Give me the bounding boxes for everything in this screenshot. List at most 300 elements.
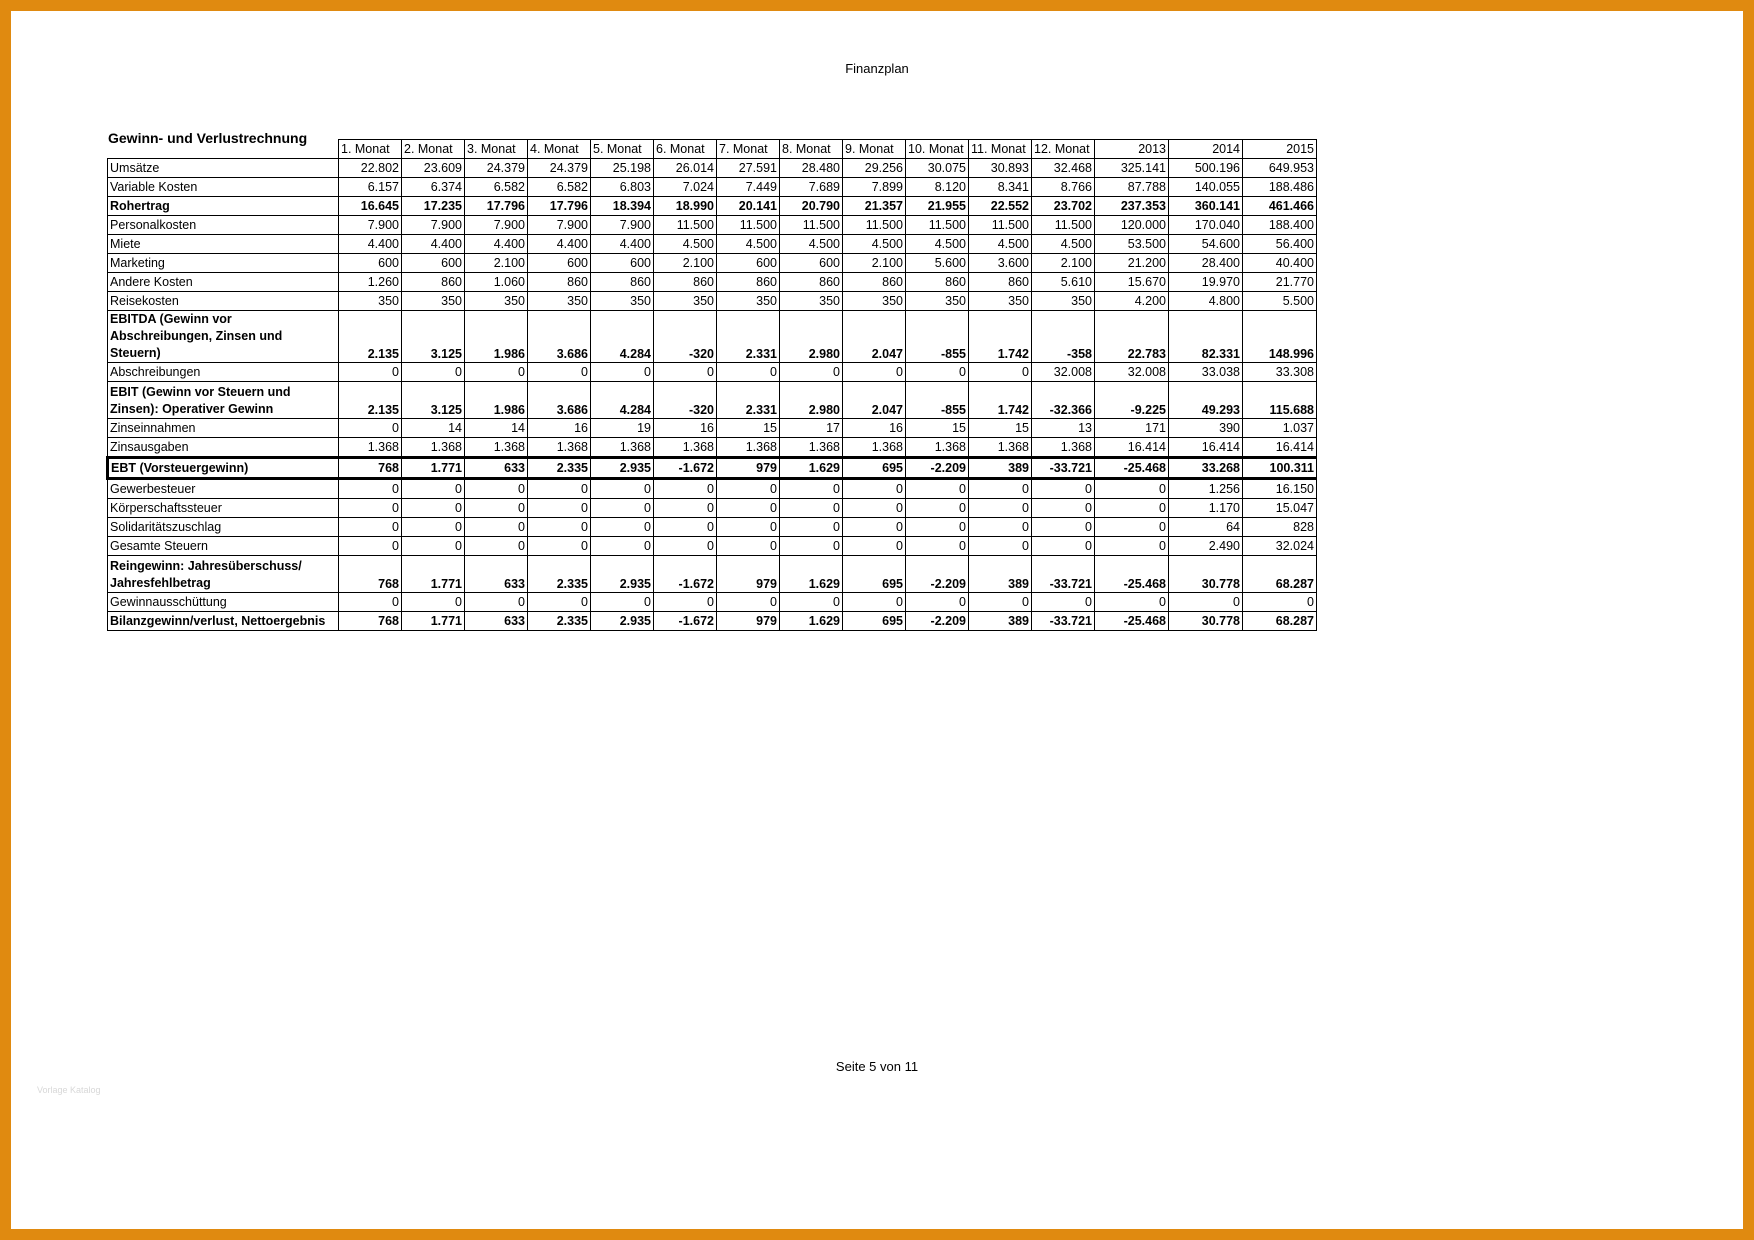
- page-header-title: Finanzplan: [845, 61, 909, 76]
- row-label: Zinseinnahmen: [108, 419, 339, 438]
- value-cell: 16.414: [1243, 438, 1317, 458]
- value-cell: 350: [717, 292, 780, 311]
- value-cell: 30.075: [906, 159, 969, 178]
- column-header: 2014: [1169, 140, 1243, 159]
- value-cell: 5.610: [1032, 273, 1095, 292]
- value-cell: 16: [528, 419, 591, 438]
- value-cell: 1.256: [1169, 479, 1243, 499]
- value-cell: 1.037: [1243, 419, 1317, 438]
- value-cell: 7.899: [843, 178, 906, 197]
- row-label: Reingewinn: Jahresüberschuss/ Jahresfehlbetrag: [108, 556, 339, 593]
- value-cell: 0: [402, 537, 465, 556]
- value-cell: 33.038: [1169, 363, 1243, 382]
- value-cell: 0: [969, 518, 1032, 537]
- value-cell: 860: [528, 273, 591, 292]
- value-cell: -855: [906, 311, 969, 363]
- value-cell: 8.341: [969, 178, 1032, 197]
- value-cell: 20.790: [780, 197, 843, 216]
- value-cell: 30.778: [1169, 556, 1243, 593]
- value-cell: 3.125: [402, 382, 465, 419]
- value-cell: -25.468: [1095, 556, 1169, 593]
- value-cell: 0: [717, 518, 780, 537]
- value-cell: 633: [465, 458, 528, 479]
- column-header: 9. Monat: [843, 140, 906, 159]
- value-cell: 17: [780, 419, 843, 438]
- value-cell: 0: [339, 593, 402, 612]
- value-cell: 0: [906, 499, 969, 518]
- value-cell: 4.500: [843, 235, 906, 254]
- value-cell: 7.024: [654, 178, 717, 197]
- table-row: [108, 537, 1317, 556]
- value-cell: 30.778: [1169, 612, 1243, 631]
- value-cell: 4.800: [1169, 292, 1243, 311]
- value-cell: 82.331: [1169, 311, 1243, 363]
- value-cell: -9.225: [1095, 382, 1169, 419]
- value-cell: 979: [717, 612, 780, 631]
- value-cell: 28.400: [1169, 254, 1243, 273]
- value-cell: 7.900: [339, 216, 402, 235]
- value-cell: 0: [402, 593, 465, 612]
- value-cell: 0: [780, 537, 843, 556]
- value-cell: 0: [591, 593, 654, 612]
- value-cell: 16: [654, 419, 717, 438]
- value-cell: 1.368: [717, 438, 780, 458]
- row-label: EBITDA (Gewinn vor Abschreibungen, Zinsen und Steuern): [108, 311, 339, 363]
- value-cell: 390: [1169, 419, 1243, 438]
- value-cell: 56.400: [1243, 235, 1317, 254]
- value-cell: 0: [780, 499, 843, 518]
- value-cell: 0: [339, 479, 402, 499]
- value-cell: 0: [969, 537, 1032, 556]
- value-cell: 0: [780, 479, 843, 499]
- value-cell: 1.629: [780, 458, 843, 479]
- row-label: Solidaritätszuschlag: [108, 518, 339, 537]
- value-cell: 695: [843, 612, 906, 631]
- value-cell: 0: [465, 593, 528, 612]
- value-cell: 0: [654, 479, 717, 499]
- value-cell: 1.368: [780, 438, 843, 458]
- value-cell: 4.400: [528, 235, 591, 254]
- value-cell: 1.629: [780, 556, 843, 593]
- value-cell: 0: [339, 499, 402, 518]
- value-cell: 860: [843, 273, 906, 292]
- table-row: [108, 612, 1317, 631]
- row-label: EBIT (Gewinn vor Steuern und Zinsen): Operativer Gewinn: [108, 382, 339, 419]
- value-cell: 350: [780, 292, 843, 311]
- value-cell: -1.672: [654, 458, 717, 479]
- row-label: Umsätze: [108, 159, 339, 178]
- row-label: Reisekosten: [108, 292, 339, 311]
- value-cell: 54.600: [1169, 235, 1243, 254]
- value-cell: 2.047: [843, 382, 906, 419]
- value-cell: 11.500: [1032, 216, 1095, 235]
- value-cell: 2.335: [528, 612, 591, 631]
- value-cell: 3.600: [969, 254, 1032, 273]
- table-row: [108, 216, 1317, 235]
- value-cell: 6.803: [591, 178, 654, 197]
- value-cell: 22.783: [1095, 311, 1169, 363]
- value-cell: 2.100: [843, 254, 906, 273]
- value-cell: 600: [528, 254, 591, 273]
- value-cell: 29.256: [843, 159, 906, 178]
- value-cell: 1.368: [339, 438, 402, 458]
- value-cell: 15: [969, 419, 1032, 438]
- value-cell: 0: [654, 593, 717, 612]
- value-cell: 20.141: [717, 197, 780, 216]
- value-cell: 500.196: [1169, 159, 1243, 178]
- value-cell: 18.990: [654, 197, 717, 216]
- value-cell: 28.480: [780, 159, 843, 178]
- value-cell: 0: [654, 518, 717, 537]
- table-body: [108, 159, 1317, 631]
- column-header: 3. Monat: [465, 140, 528, 159]
- value-cell: -33.721: [1032, 458, 1095, 479]
- value-cell: -2.209: [906, 458, 969, 479]
- table-row: [108, 311, 1317, 363]
- value-cell: 350: [528, 292, 591, 311]
- value-cell: 600: [780, 254, 843, 273]
- value-cell: 979: [717, 458, 780, 479]
- value-cell: 0: [1095, 537, 1169, 556]
- value-cell: 14: [465, 419, 528, 438]
- value-cell: 19: [591, 419, 654, 438]
- value-cell: 15.670: [1095, 273, 1169, 292]
- value-cell: 389: [969, 458, 1032, 479]
- value-cell: 0: [528, 499, 591, 518]
- table-row: [108, 273, 1317, 292]
- value-cell: 22.802: [339, 159, 402, 178]
- value-cell: 0: [591, 479, 654, 499]
- value-cell: 0: [906, 479, 969, 499]
- value-cell: 350: [1032, 292, 1095, 311]
- value-cell: 0: [1032, 593, 1095, 612]
- value-cell: 11.500: [654, 216, 717, 235]
- value-cell: -2.209: [906, 612, 969, 631]
- value-cell: 1.260: [339, 273, 402, 292]
- column-header: 5. Monat: [591, 140, 654, 159]
- value-cell: 24.379: [528, 159, 591, 178]
- value-cell: 23.609: [402, 159, 465, 178]
- value-cell: 148.996: [1243, 311, 1317, 363]
- value-cell: 11.500: [717, 216, 780, 235]
- value-cell: 0: [402, 363, 465, 382]
- value-cell: 188.486: [1243, 178, 1317, 197]
- value-cell: 0: [339, 419, 402, 438]
- section-title: Gewinn- und Verlustrechnung: [108, 130, 308, 146]
- value-cell: 0: [717, 593, 780, 612]
- value-cell: 4.400: [402, 235, 465, 254]
- value-cell: 600: [717, 254, 780, 273]
- value-cell: 6.157: [339, 178, 402, 197]
- value-cell: 0: [1032, 479, 1095, 499]
- value-cell: 140.055: [1169, 178, 1243, 197]
- value-cell: 4.500: [969, 235, 1032, 254]
- value-cell: 360.141: [1169, 197, 1243, 216]
- value-cell: 350: [906, 292, 969, 311]
- value-cell: 1.771: [402, 612, 465, 631]
- value-cell: 21.770: [1243, 273, 1317, 292]
- value-cell: -320: [654, 311, 717, 363]
- value-cell: 860: [780, 273, 843, 292]
- table-row: [108, 254, 1317, 273]
- value-cell: 8.120: [906, 178, 969, 197]
- value-cell: 0: [465, 499, 528, 518]
- value-cell: 1.368: [906, 438, 969, 458]
- value-cell: -320: [654, 382, 717, 419]
- value-cell: 0: [465, 479, 528, 499]
- value-cell: 4.500: [906, 235, 969, 254]
- value-cell: 6.374: [402, 178, 465, 197]
- value-cell: 21.200: [1095, 254, 1169, 273]
- value-cell: 600: [402, 254, 465, 273]
- value-cell: 7.689: [780, 178, 843, 197]
- value-cell: 1.629: [780, 612, 843, 631]
- value-cell: 695: [843, 556, 906, 593]
- value-cell: -25.468: [1095, 612, 1169, 631]
- value-cell: 1.742: [969, 382, 1032, 419]
- value-cell: 4.400: [339, 235, 402, 254]
- profit-loss-table: [106, 139, 1317, 631]
- value-cell: 115.688: [1243, 382, 1317, 419]
- value-cell: 0: [1169, 593, 1243, 612]
- table-row: [108, 197, 1317, 216]
- value-cell: 0: [1095, 479, 1169, 499]
- value-cell: 1.771: [402, 556, 465, 593]
- value-cell: 4.284: [591, 311, 654, 363]
- value-cell: 49.293: [1169, 382, 1243, 419]
- value-cell: 11.500: [969, 216, 1032, 235]
- value-cell: 1.368: [591, 438, 654, 458]
- value-cell: 1.368: [654, 438, 717, 458]
- value-cell: 0: [654, 499, 717, 518]
- page-footer: Seite 5 von 11: [835, 1059, 919, 1074]
- value-cell: 979: [717, 556, 780, 593]
- value-cell: 237.353: [1095, 197, 1169, 216]
- value-cell: 2.135: [339, 311, 402, 363]
- value-cell: 32.008: [1095, 363, 1169, 382]
- value-cell: 16.645: [339, 197, 402, 216]
- value-cell: 17.235: [402, 197, 465, 216]
- value-cell: 2.331: [717, 311, 780, 363]
- value-cell: 14: [402, 419, 465, 438]
- value-cell: 0: [843, 537, 906, 556]
- value-cell: 1.986: [465, 311, 528, 363]
- table-row: [108, 479, 1317, 499]
- value-cell: 2.047: [843, 311, 906, 363]
- value-cell: 0: [1095, 593, 1169, 612]
- value-cell: 7.900: [402, 216, 465, 235]
- value-cell: 1.368: [1032, 438, 1095, 458]
- value-cell: 0: [528, 518, 591, 537]
- value-cell: 26.014: [654, 159, 717, 178]
- value-cell: 0: [780, 593, 843, 612]
- value-cell: 15: [717, 419, 780, 438]
- value-cell: 860: [591, 273, 654, 292]
- value-cell: 828: [1243, 518, 1317, 537]
- column-header: 11. Monat: [969, 140, 1032, 159]
- row-label: Zinsausgaben: [108, 438, 339, 458]
- table-row: [108, 419, 1317, 438]
- value-cell: 768: [339, 458, 402, 479]
- column-header: 2. Monat: [402, 140, 465, 159]
- value-cell: 0: [528, 593, 591, 612]
- value-cell: 4.400: [465, 235, 528, 254]
- value-cell: 16.414: [1095, 438, 1169, 458]
- value-cell: -32.366: [1032, 382, 1095, 419]
- value-cell: 600: [591, 254, 654, 273]
- value-cell: 1.170: [1169, 499, 1243, 518]
- value-cell: 7.900: [528, 216, 591, 235]
- value-cell: 350: [843, 292, 906, 311]
- value-cell: 350: [969, 292, 1032, 311]
- value-cell: 0: [843, 499, 906, 518]
- column-header: 10. Monat: [906, 140, 969, 159]
- row-label: Bilanzgewinn/verlust, Nettoergebnis: [108, 612, 339, 631]
- column-header: 4. Monat: [528, 140, 591, 159]
- value-cell: 1.368: [843, 438, 906, 458]
- value-cell: 0: [528, 479, 591, 499]
- value-cell: 695: [843, 458, 906, 479]
- value-cell: 53.500: [1095, 235, 1169, 254]
- value-cell: -25.468: [1095, 458, 1169, 479]
- value-cell: 2.935: [591, 556, 654, 593]
- value-cell: 350: [465, 292, 528, 311]
- row-label: Andere Kosten: [108, 273, 339, 292]
- value-cell: 0: [906, 593, 969, 612]
- table-row: [108, 292, 1317, 311]
- row-label: Variable Kosten: [108, 178, 339, 197]
- value-cell: 21.955: [906, 197, 969, 216]
- value-cell: 7.449: [717, 178, 780, 197]
- value-cell: 0: [717, 479, 780, 499]
- value-cell: 350: [339, 292, 402, 311]
- row-label: Gewinnausschüttung: [108, 593, 339, 612]
- value-cell: 0: [402, 499, 465, 518]
- value-cell: 16.414: [1169, 438, 1243, 458]
- value-cell: 87.788: [1095, 178, 1169, 197]
- value-cell: 2.490: [1169, 537, 1243, 556]
- value-cell: 860: [906, 273, 969, 292]
- table-row: [108, 593, 1317, 612]
- value-cell: 22.552: [969, 197, 1032, 216]
- column-header: 8. Monat: [780, 140, 843, 159]
- value-cell: 23.702: [1032, 197, 1095, 216]
- value-cell: 33.308: [1243, 363, 1317, 382]
- value-cell: 2.100: [465, 254, 528, 273]
- value-cell: 0: [906, 518, 969, 537]
- value-cell: 0: [717, 537, 780, 556]
- value-cell: 0: [528, 537, 591, 556]
- value-cell: 0: [591, 518, 654, 537]
- value-cell: 768: [339, 556, 402, 593]
- value-cell: 68.287: [1243, 556, 1317, 593]
- value-cell: 350: [591, 292, 654, 311]
- value-cell: 13: [1032, 419, 1095, 438]
- value-cell: 860: [717, 273, 780, 292]
- value-cell: 0: [969, 479, 1032, 499]
- value-cell: -1.672: [654, 612, 717, 631]
- table-header-row: [108, 140, 1317, 159]
- value-cell: 0: [1032, 537, 1095, 556]
- value-cell: 1.060: [465, 273, 528, 292]
- value-cell: 0: [780, 363, 843, 382]
- value-cell: 325.141: [1095, 159, 1169, 178]
- value-cell: 4.500: [654, 235, 717, 254]
- value-cell: 11.500: [843, 216, 906, 235]
- value-cell: 350: [654, 292, 717, 311]
- value-cell: 1.368: [402, 438, 465, 458]
- table-row: [108, 159, 1317, 178]
- value-cell: 0: [402, 518, 465, 537]
- value-cell: 6.582: [528, 178, 591, 197]
- table-row: [108, 458, 1317, 479]
- value-cell: -33.721: [1032, 556, 1095, 593]
- value-cell: 0: [402, 479, 465, 499]
- value-cell: 2.100: [654, 254, 717, 273]
- value-cell: 0: [528, 363, 591, 382]
- row-label: EBT (Vorsteuergewinn): [108, 458, 339, 479]
- table-row: [108, 556, 1317, 593]
- value-cell: 16: [843, 419, 906, 438]
- value-cell: 0: [717, 499, 780, 518]
- value-cell: 2.980: [780, 382, 843, 419]
- value-cell: 0: [780, 518, 843, 537]
- value-cell: 649.953: [1243, 159, 1317, 178]
- value-cell: 4.500: [717, 235, 780, 254]
- value-cell: -1.672: [654, 556, 717, 593]
- value-cell: 0: [654, 363, 717, 382]
- value-cell: 2.980: [780, 311, 843, 363]
- column-header: 2013: [1095, 140, 1169, 159]
- value-cell: 2.331: [717, 382, 780, 419]
- value-cell: 32.008: [1032, 363, 1095, 382]
- table-row: [108, 363, 1317, 382]
- value-cell: 0: [465, 537, 528, 556]
- header-blank-cell: [108, 140, 339, 159]
- value-cell: 0: [1243, 593, 1317, 612]
- value-cell: 350: [402, 292, 465, 311]
- value-cell: 768: [339, 612, 402, 631]
- value-cell: 4.400: [591, 235, 654, 254]
- value-cell: 1.986: [465, 382, 528, 419]
- row-label: Gewerbesteuer: [108, 479, 339, 499]
- row-label: Personalkosten: [108, 216, 339, 235]
- value-cell: 389: [969, 612, 1032, 631]
- value-cell: 0: [1095, 499, 1169, 518]
- value-cell: 40.400: [1243, 254, 1317, 273]
- value-cell: 5.500: [1243, 292, 1317, 311]
- value-cell: 1.368: [528, 438, 591, 458]
- value-cell: 32.468: [1032, 159, 1095, 178]
- value-cell: 0: [465, 363, 528, 382]
- value-cell: 0: [717, 363, 780, 382]
- table-row: [108, 499, 1317, 518]
- table-row: [108, 518, 1317, 537]
- column-header: 6. Monat: [654, 140, 717, 159]
- value-cell: 64: [1169, 518, 1243, 537]
- value-cell: 120.000: [1095, 216, 1169, 235]
- value-cell: 0: [654, 537, 717, 556]
- column-header: 1. Monat: [339, 140, 402, 159]
- value-cell: 15: [906, 419, 969, 438]
- value-cell: 0: [339, 518, 402, 537]
- value-cell: 1.771: [402, 458, 465, 479]
- value-cell: 0: [591, 363, 654, 382]
- table-row: [108, 235, 1317, 254]
- row-label: Abschreibungen: [108, 363, 339, 382]
- value-cell: 19.970: [1169, 273, 1243, 292]
- value-cell: 1.368: [969, 438, 1032, 458]
